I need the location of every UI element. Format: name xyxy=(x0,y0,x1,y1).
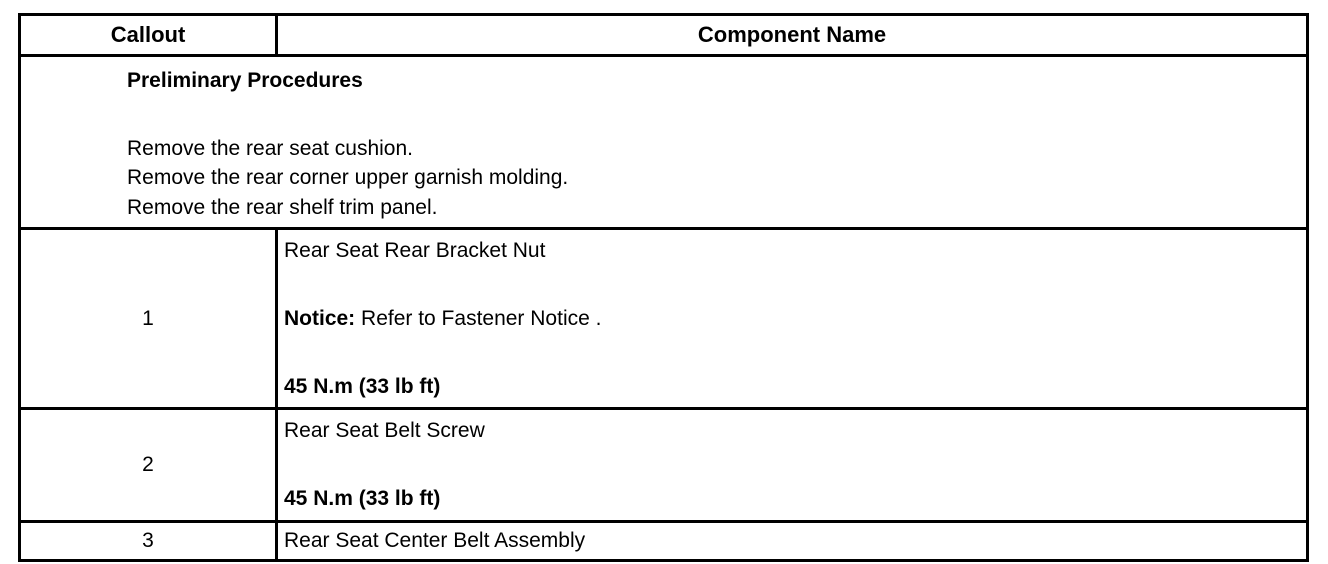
component-name: Rear Seat Center Belt Assembly xyxy=(284,529,586,552)
callout-cell: 1 xyxy=(20,229,277,409)
preliminary-title: Preliminary Procedures xyxy=(127,69,363,92)
torque-spec: 45 N.m (33 lb ft) xyxy=(284,487,441,510)
table-row xyxy=(20,229,1308,409)
table-row xyxy=(20,522,1308,561)
callout-cell: 3 xyxy=(20,522,277,561)
header-callout: Callout xyxy=(20,15,277,56)
component-cell xyxy=(277,229,1308,409)
preliminary-step: Remove the rear shelf trim panel. xyxy=(127,195,438,219)
component-cell xyxy=(277,522,1308,561)
table-row xyxy=(20,409,1308,522)
header-component-name: Component Name xyxy=(277,15,1308,56)
notice-line xyxy=(284,302,1306,370)
component-name: Rear Seat Belt Screw xyxy=(284,419,485,442)
header-row xyxy=(20,15,1308,56)
notice-text: Refer to Fastener Notice . xyxy=(355,307,602,330)
torque-spec: 45 N.m (33 lb ft) xyxy=(284,375,441,398)
component-cell xyxy=(277,409,1308,522)
preliminary-row xyxy=(20,56,1308,229)
preliminary-step: Remove the rear corner upper garnish molding. xyxy=(127,166,569,189)
preliminary-cell xyxy=(20,56,1308,229)
callout-cell: 2 xyxy=(20,409,277,522)
preliminary-step: Remove the rear seat cushion. xyxy=(127,136,413,160)
procedure-table xyxy=(18,13,1309,562)
component-name: Rear Seat Rear Bracket Nut xyxy=(284,239,546,262)
notice-label: Notice: xyxy=(284,307,356,330)
